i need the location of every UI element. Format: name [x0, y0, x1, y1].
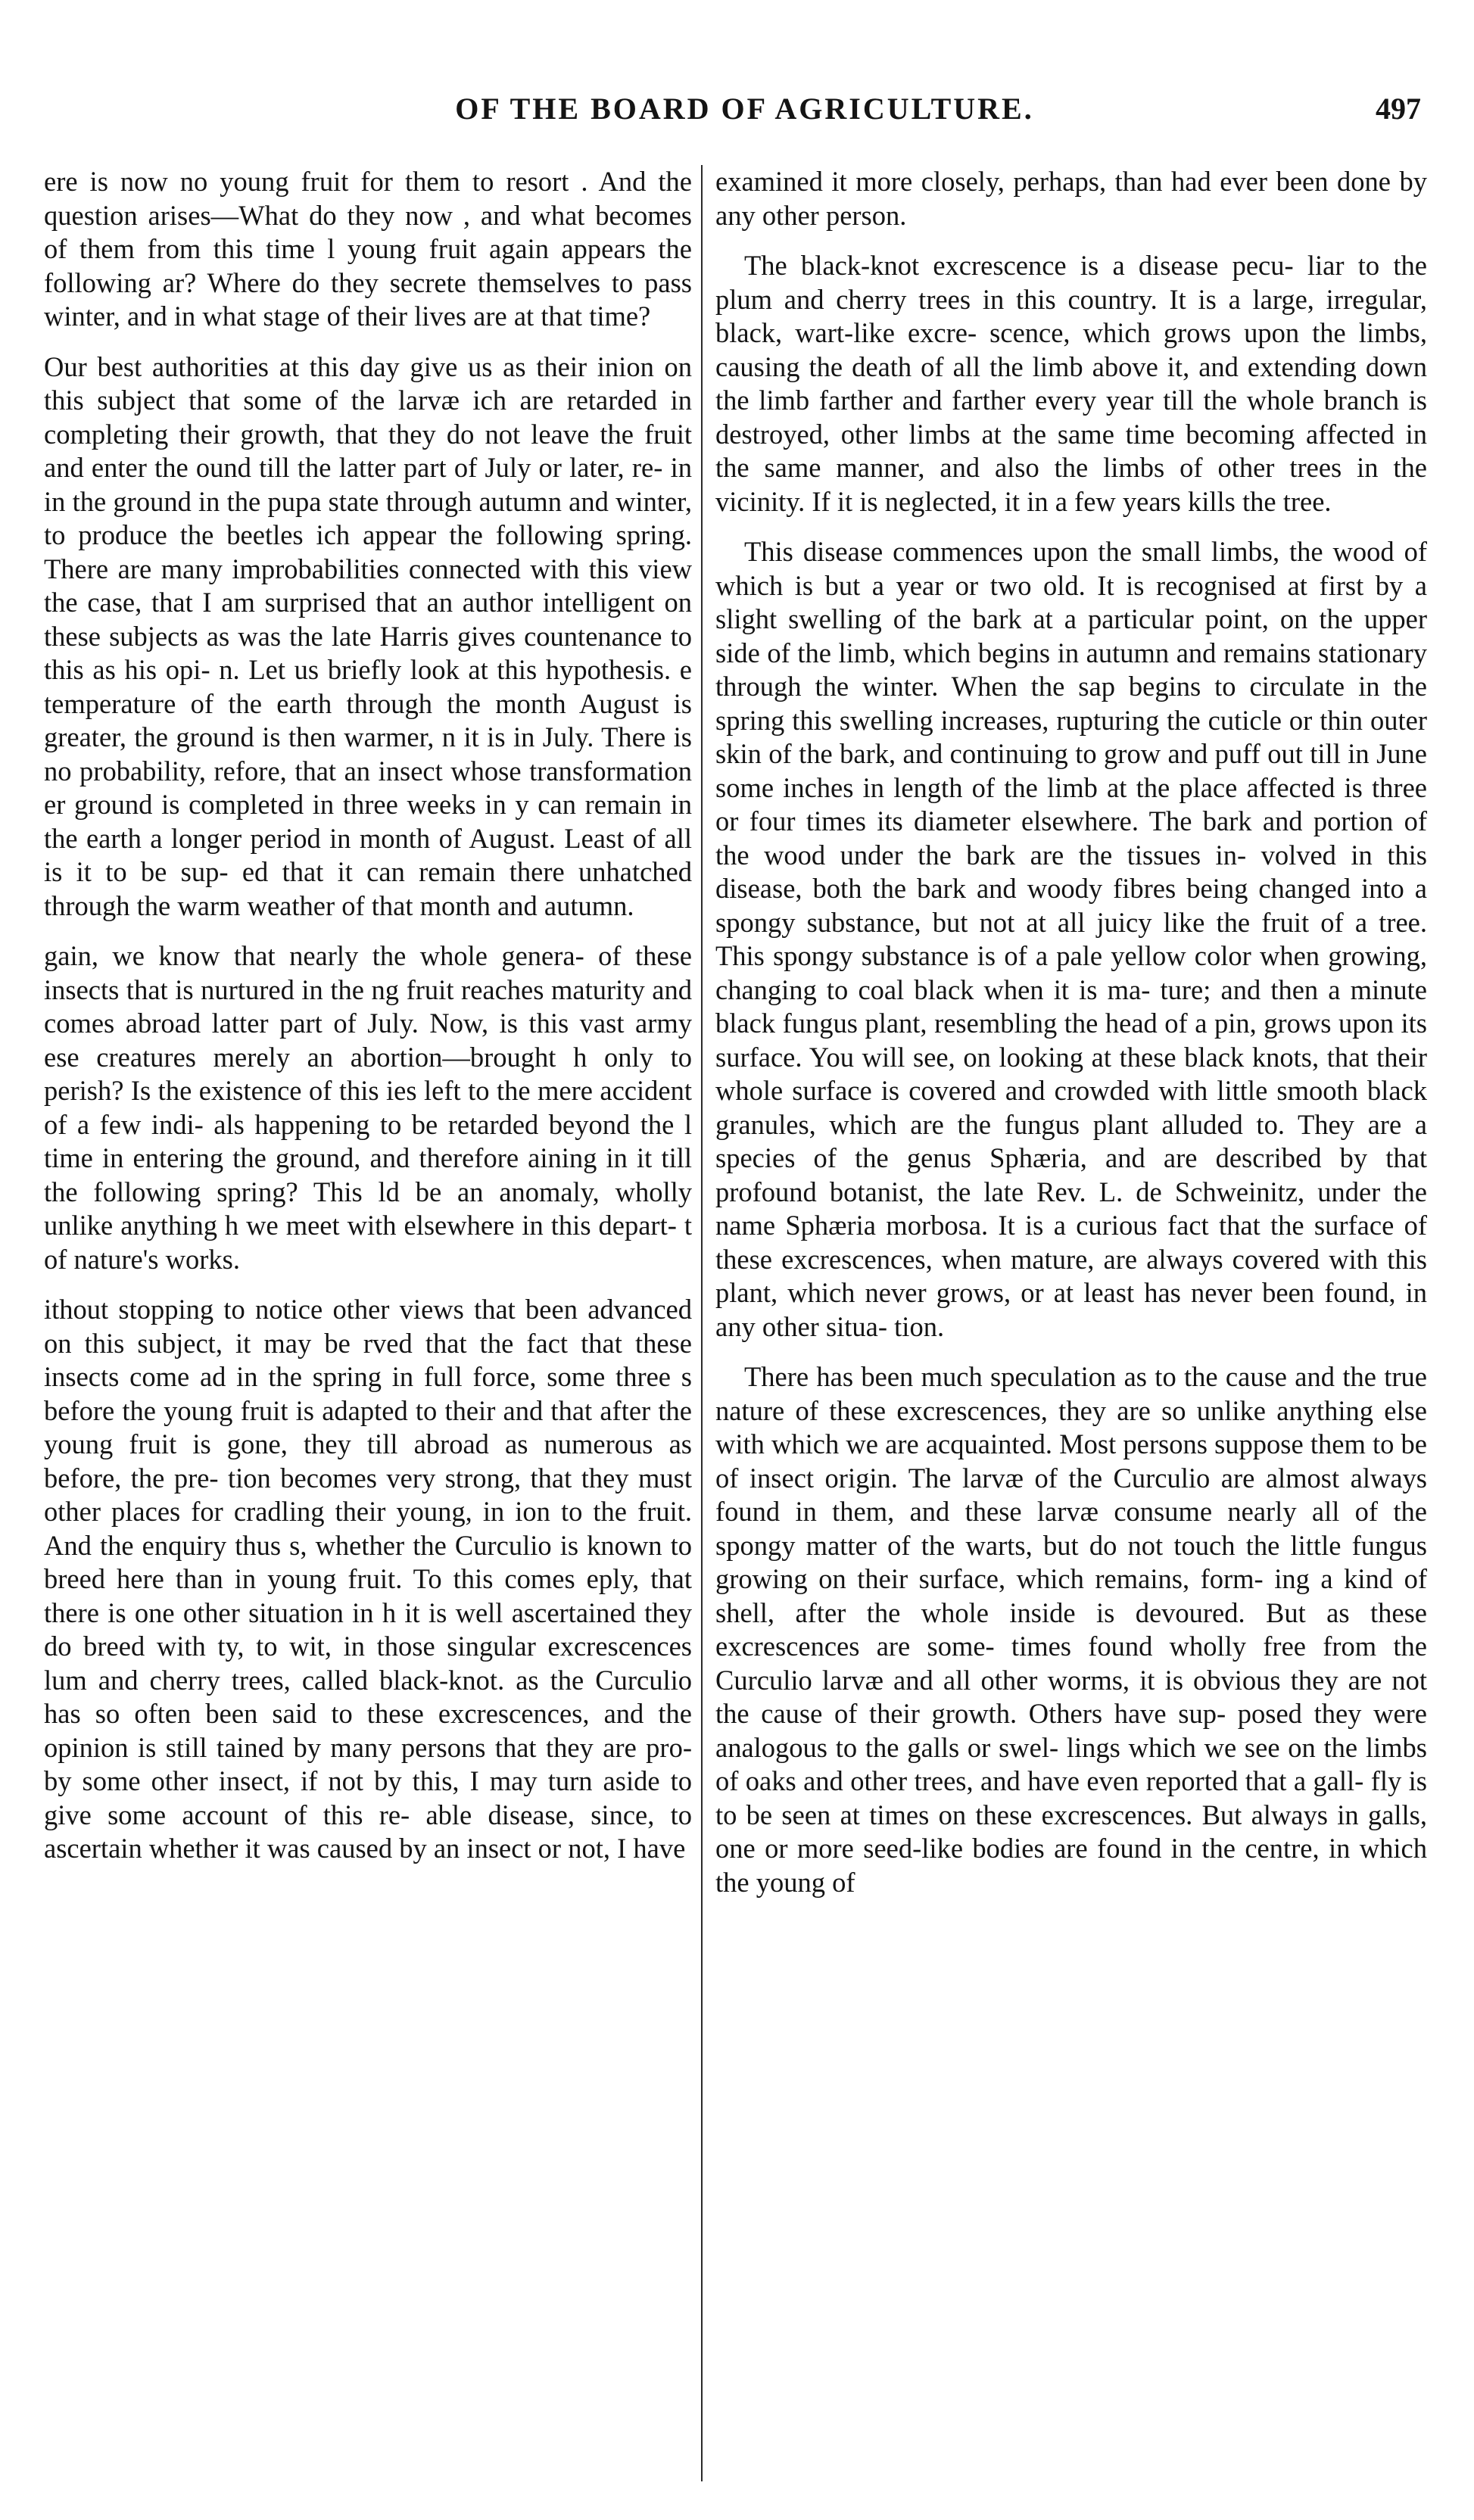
paragraph: gain, we know that nearly the whole genera- of these insects that is nurtured in the ng fruit reaches maturity and comes abroad latter part of July. Now, is this vast army ese creatures merely an abortion—brought h only to perish? Is the existence of this ies left to the mere accident of a few indi- als happening to be retarded beyond the l time in entering the ground, and therefore aining in it till the following spring? This ld be an anomaly, wholly unlike anything h we meet with elsewhere in this depart- t of nature's works. [44, 940, 692, 1275]
paragraph: The black-knot excrescence is a disease pecu- liar to the plum and cherry trees in this country. It is a large, irregular, black, wart-like excre- scence, which grows upon the limbs, causing the death of all the limb above it, and extending down the limb farther and farther every year till the whole branch is destroyed, other limbs at the same time becoming affected in the same manner, and also the limbs of other trees in the vicinity. If it is neglected, it in a few years kills the tree. [715, 250, 1427, 517]
paragraph: ere is now no young fruit for them to resort . And the question arises—What do they now , and what becomes of them from this time l young fruit again appears the following ar? Where do they secrete themselves to pass winter, and in what stage of their lives are at that time? [44, 166, 692, 332]
running-title: OF THE BOARD OF AGRICULTURE. [455, 92, 1034, 126]
page-header [45, 91, 1444, 144]
left-column [44, 165, 692, 2497]
page-number: 497 [1376, 92, 1421, 126]
paragraph: examined it more closely, perhaps, than had ever been done by any other person. [715, 166, 1427, 231]
paragraph: Our best authorities at this day give us as their inion on this subject that some of the larvæ ich are retarded in completing their growth, that they do not leave the fruit and enter the ound till the latter part of July or later, re- in in the ground in the pupa state through autumn and winter, to produce the beetles ich appear the following spring. There are many improbabilities connected with this view the case, that I am surprised that an author intelligent on these subjects as was the late Harris gives countenance to this as his opi- n. Let us briefly look at this hypothesis. e temperature of the earth through the month August is greater, the ground is then warmer, n it is in July. There is no probability, refore, that an insect whose transformation er ground is completed in three weeks in y can remain in the earth a longer period in month of August. Least of all is it to be sup- ed that it can remain there unhatched through the warm weather of that month and autumn. [44, 350, 692, 921]
right-column [715, 165, 1427, 2497]
paragraph: There has been much speculation as to the cause and the true nature of these excrescences, they are so unlike anything else with which we are acquainted. Most persons suppose them to be of insect origin. The larvæ of the Curculio are almost always found in them, and these larvæ consume nearly all of the spongy matter of the warts, but do not touch the little fungus growing on their surface, which remains, form- ing a kind of shell, after the whole inside is devoured. But as these excrescences are some- times found wholly free from the Curculio larvæ and all other worms, it is obvious they are not the cause of their growth. Others have sup- posed they were analogous to the galls or swel- lings which we see on the limbs of oaks and other trees, and have even reported that a gall- fly is to be seen at times on these excrescences. But always in galls, one or more seed-like bodies are found in the centre, in which the young of [715, 1361, 1427, 1898]
paragraph: ithout stopping to notice other views that been advanced on this subject, it may be rved that the fact that these insects come ad in the spring in full force, some three s before the young fruit is adapted to their and that after the young fruit is gone, they till abroad as numerous as before, the pre- tion becomes very strong, that they must other places for cradling their young, in ion to the fruit. And the enquiry thus s, whether the Curculio is known to breed here than in young fruit. To this comes eply, that there is one other situation in h it is well ascertained they do breed with ty, to wit, in those singular excrescences lum and cherry trees, called black-knot. as the Curculio has so often been said to these excrescences, and the opinion is still tained by many persons that they are pro- by some other insect, if not by this, I may turn aside to give some account of this re- able disease, since, to ascertain whether it was caused by an insect or not, I have [44, 1294, 692, 1864]
paragraph: This disease commences upon the small limbs, the wood of which is but a year or two old. It is recognised at first by a slight swelling of the bark at a particular point, on the upper side of the limb, which begins in autumn and remains stationary through the winter. When the sap begins to circulate in the spring this swelling increases, rupturing the cuticle or thin outer skin of the bark, and continuing to grow and puff out till in June some inches in length of the limb at the place affected is three or four times its diameter elsewhere. The bark and portion of the wood under the bark are the tissues in- volved in this disease, both the bark and woody fibres being changed into a spongy substance, but not at all juicy like the fruit of a tree. This spongy substance is of a pale yellow color when growing, changing to coal black when it is ma- ture; and then a minute black fungus plant, resembling the head of a pin, grows upon its surface. You will see, on looking at these black knots, that their whole surface is covered and crowded with little smooth black granules, which are the fungus plant alluded to. They are a species of the genus Sphæria, and are described by that profound botanist, the late Rev. L. de Schweinitz, under the name Sphæria morbosa. It is a curious fact that the surface of these excrescences, when mature, are always covered with this plant, which never grows, or at least has never been found, in any other situa- tion. [715, 536, 1427, 1342]
column-divider [701, 165, 703, 2481]
